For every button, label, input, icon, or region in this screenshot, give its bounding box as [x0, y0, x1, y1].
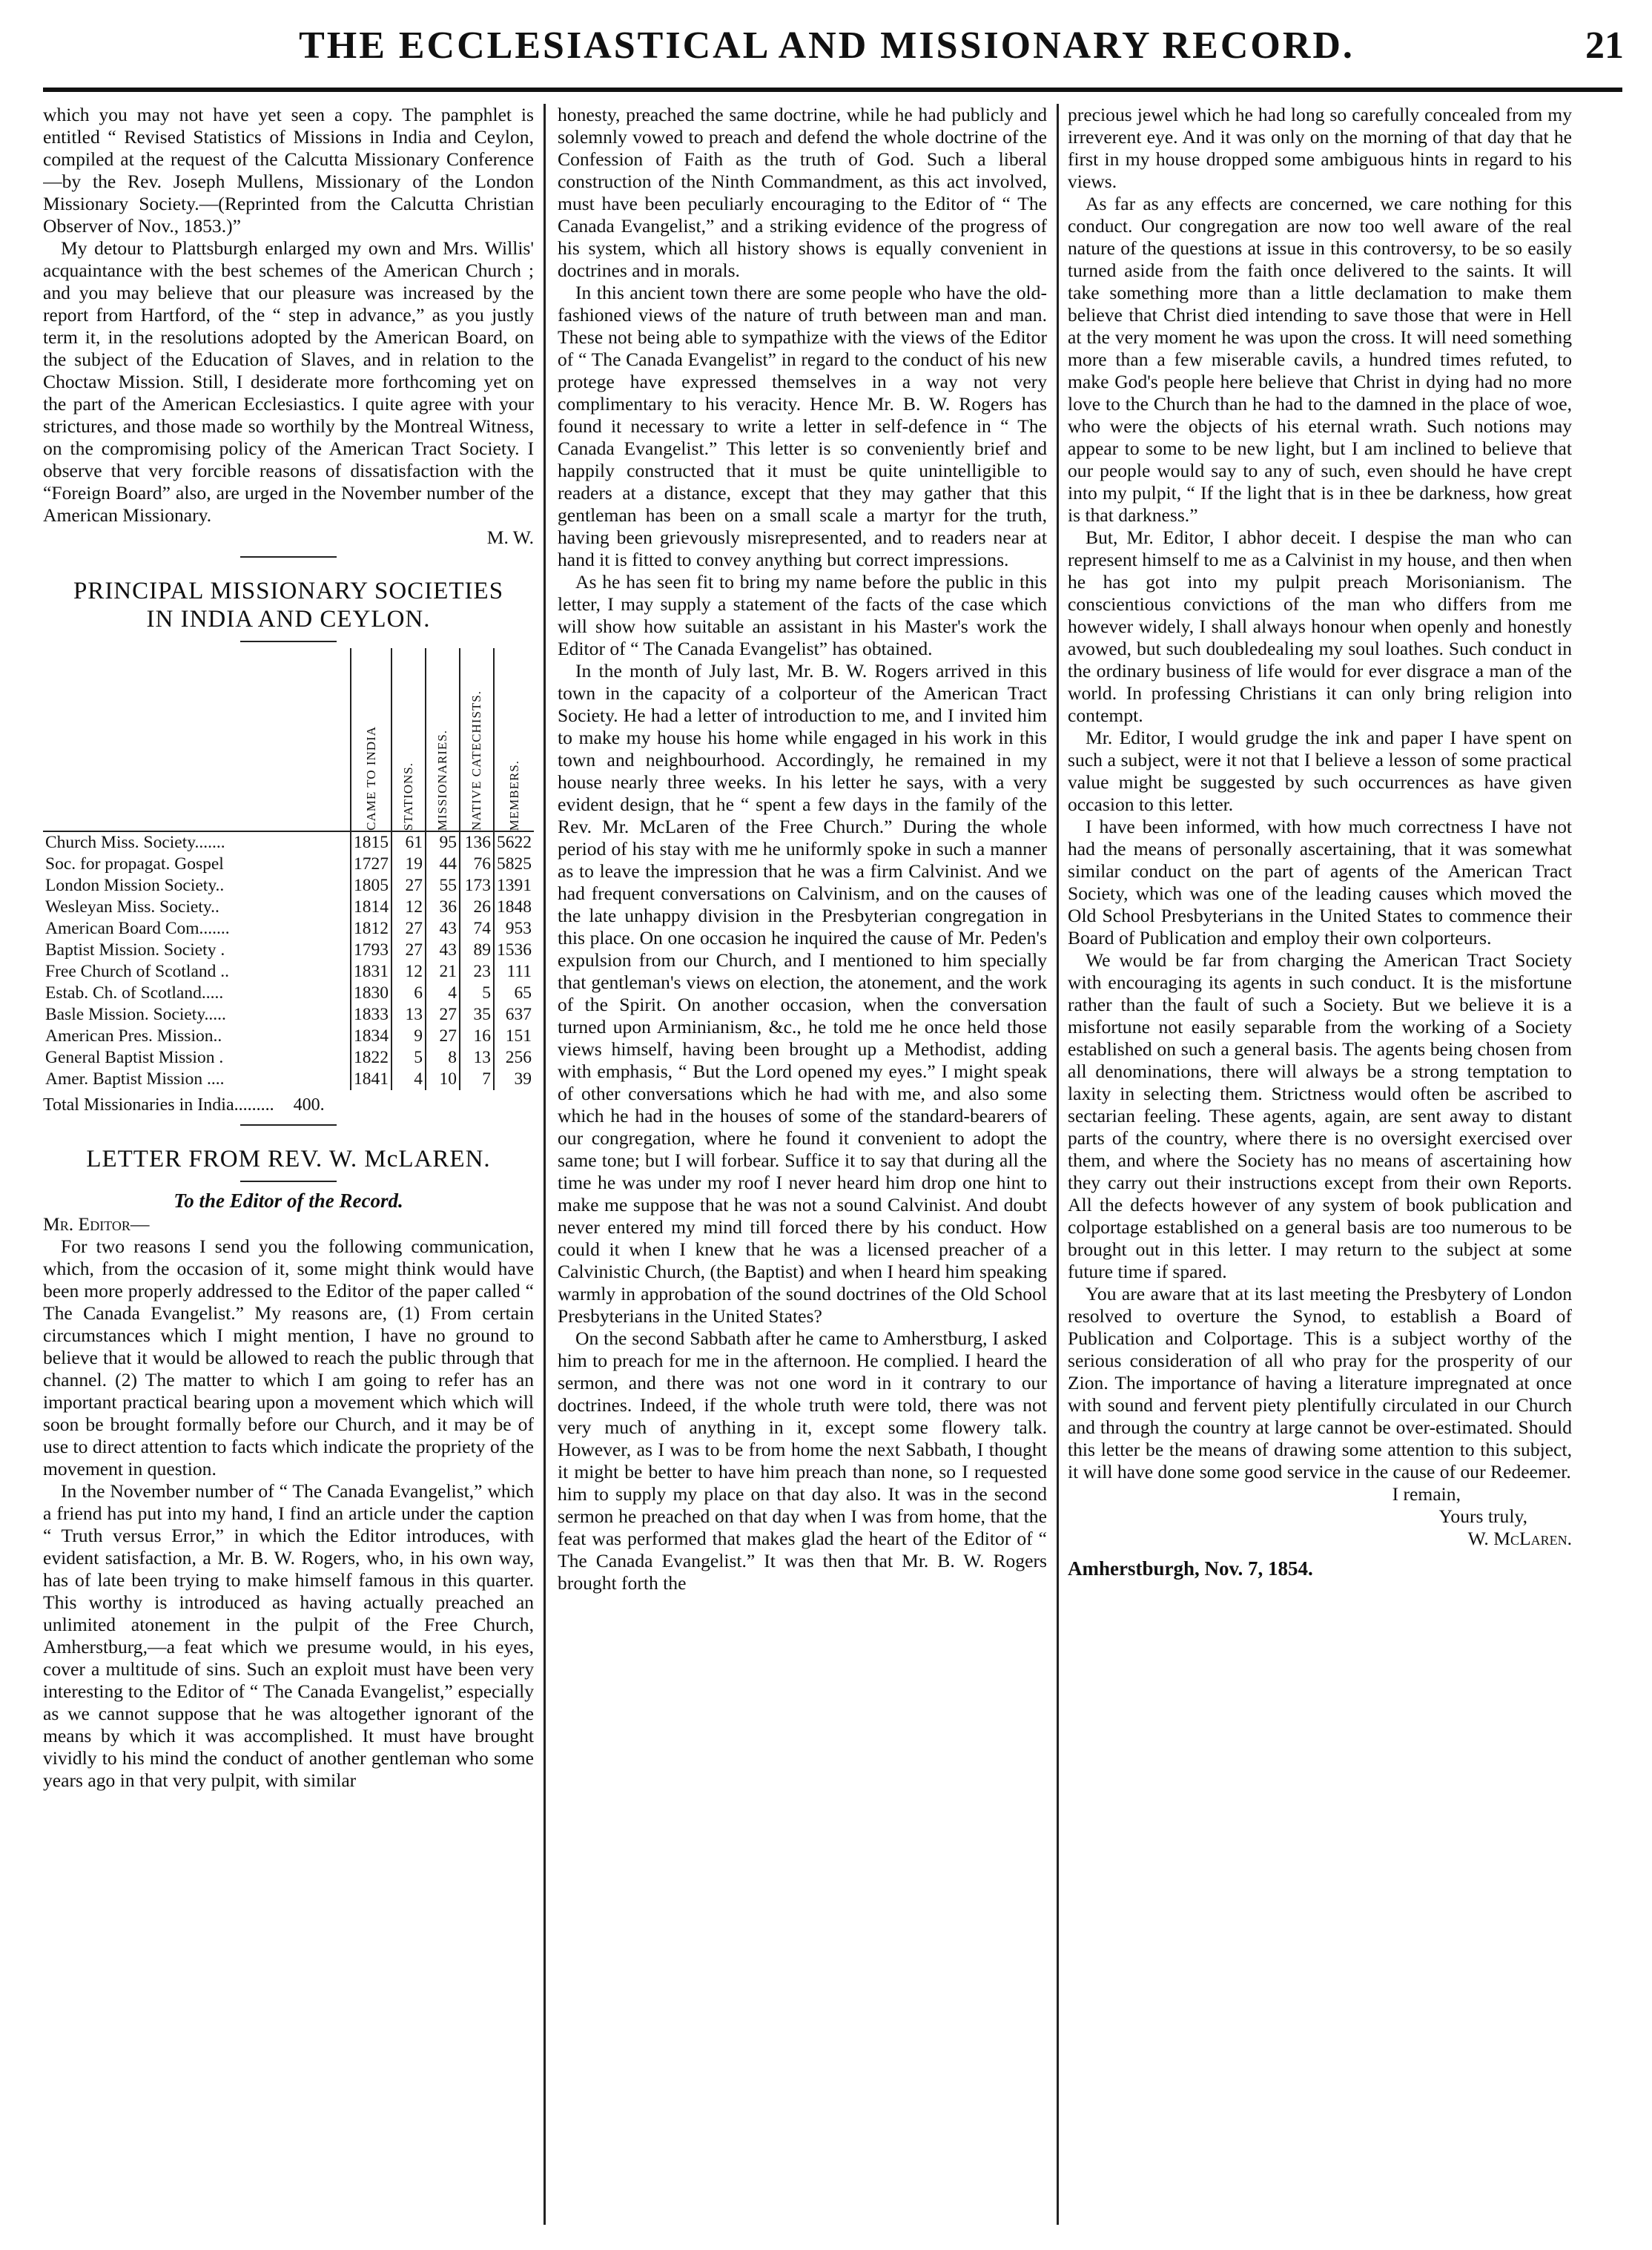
- cell-catechists: 13: [460, 1047, 494, 1069]
- society-name: Wesleyan Miss. Society..: [45, 897, 219, 917]
- cell-missionaries: 21: [426, 961, 460, 983]
- cell-members: 1848: [494, 897, 534, 918]
- cell-catechists: 16: [460, 1026, 494, 1047]
- paragraph: We would be far from charging the American Tract Society with encouraging its agents in such conduct. It is the misfortune rather than the fault of such a Society. But we believe it is a misfortune not easily separable from the working of a Society established on such a general basis. The agents being chosen from all denominations, there will always be a strong temptation to laxity in selecting them. Strictness would often be ascribed to sectarian feeling. These agents, again, are sent away to distant parts of the country, where there is no oversight exercised over them, and where the Society has no means of ascertaining how they carry out their instructions except from their own Reports. All the defects however of any system of book publication and colportage established on a general basis are too numerous to be brought out in this letter. I may return to the subject at some future time if spared.: [1068, 949, 1572, 1282]
- table-header: CAME TO INDIA: [351, 648, 391, 831]
- cell-members: 151: [494, 1026, 534, 1047]
- salutation: Mr. Editor—: [43, 1213, 150, 1235]
- table-row: [43, 1026, 534, 1047]
- cell-members: 5825: [494, 854, 534, 875]
- paragraph: For two reasons I send you the following communication, which, from the occasion of it, some might think would have been more properly addressed to the Editor of the paper called “ The Canada Evangelist.” My reasons are, (1) From certain circumstances which I might mention, I have no ground to believe that it would be allowed to reach the public through that channel. (2) The matter to which I am going to refer has an important practical bearing upon a movement which which will soon be brought formally before our Church, and it may be of use to direct attention to facts which indicate the propriety of the movement in question.: [43, 1235, 534, 1479]
- signature: W. McLaren.: [1467, 1528, 1572, 1549]
- column-2: [558, 104, 1047, 2225]
- society-name: Free Church of Scotland ..: [45, 962, 230, 981]
- section-divider: [240, 556, 337, 558]
- cell-catechists: 74: [460, 918, 494, 940]
- total-value: 400.: [293, 1095, 325, 1115]
- table-row: [43, 1069, 534, 1090]
- column-divider: [543, 104, 546, 2225]
- cell-members: 256: [494, 1047, 534, 1069]
- total-label: Total Missionaries in India.........: [43, 1095, 274, 1115]
- cell-members: 5622: [494, 831, 534, 854]
- cell-missionaries: 43: [426, 940, 460, 961]
- society-name: London Mission Society..: [45, 876, 225, 895]
- cell-stations: 12: [391, 897, 426, 918]
- cell-catechists: 26: [460, 897, 494, 918]
- table-row: [43, 940, 534, 961]
- paragraph: which you may not have yet seen a copy. The pamphlet is entitled “ Revised Statistics of Missions in India and Ceylon, compiled at the request of the Calcutta Missionary Conference—by the Rev. Joseph Mullens, Missionary of the London Missionary Society.—(Reprinted from the Calcutta Christian Observer of Nov., 1853.)”: [43, 104, 534, 237]
- table-row: [43, 897, 534, 918]
- table-row: [43, 1047, 534, 1069]
- closing: I remain,: [1392, 1483, 1461, 1505]
- signature-initials: M. W.: [486, 527, 534, 548]
- table-row: [43, 831, 534, 854]
- cell-catechists: 5: [460, 983, 494, 1004]
- cell-catechists: 173: [460, 875, 494, 897]
- cell-came: 1805: [351, 875, 391, 897]
- cell-members: 637: [494, 1004, 534, 1026]
- table-row: [43, 854, 534, 875]
- cell-missionaries: 10: [426, 1069, 460, 1090]
- cell-members: 65: [494, 983, 534, 1004]
- society-name: Amer. Baptist Mission ....: [45, 1069, 225, 1089]
- journal-title: THE ECCLESIASTICAL AND MISSIONARY RECORD.: [299, 24, 1355, 67]
- table-row: [43, 875, 534, 897]
- table-row: [43, 1004, 534, 1026]
- header-rule: [43, 88, 1622, 92]
- cell-missionaries: 8: [426, 1047, 460, 1069]
- cell-came: 1841: [351, 1069, 391, 1090]
- page-number: 21: [1585, 24, 1624, 67]
- cell-catechists: 23: [460, 961, 494, 983]
- cell-came: 1833: [351, 1004, 391, 1026]
- cell-came: 1834: [351, 1026, 391, 1047]
- table-title: [43, 577, 534, 633]
- society-name: Soc. for propagat. Gospel: [45, 854, 224, 874]
- paragraph: You are aware that at its last meeting the Presbytery of London resolved to overture the Synod, to establish a Board of Publication and Colportage. This is a subject worthy of the serious consideration of all who pray for the prosperity of our Zion. The importance of having a literature impregnated at once with sound and fervent piety plentifully circulated in our Church and through the country at large cannot be over-estimated. Should this letter be the means of drawing some attention to this subject, it will have done some good service in the cause of our Redeemer.: [1068, 1283, 1572, 1482]
- table-header: MEMBERS.: [494, 648, 534, 831]
- cell-members: 1391: [494, 875, 534, 897]
- table-header-society: [43, 648, 351, 831]
- cell-came: 1815: [351, 831, 391, 854]
- cell-members: 111: [494, 961, 534, 983]
- paragraph: In this ancient town there are some people who have the old-fashioned views of the nature of truth between man and man. These not being able to sympathize with the views of the Editor of “ The Canada Evangelist” in regard to the conduct of his new protege have expressed themselves in a way not very complimentary to his veracity. Hence Mr. B. W. Rogers has found it necessary to write a letter in self-defence in “ The Canada Evangelist.” This letter is so conveniently brief and happily constructed that it must be quite unintelligible to readers at a distance, except that they may gather that this gentleman has been on a small scale a martyr for the truth, having been grievously misrepresented, and to readers near at hand it is fitted to convey anything but correct impressions.: [558, 282, 1047, 570]
- paragraph: My detour to Plattsburgh enlarged my own and Mrs. Willis' acquaintance with the best schemes of the American Church ; and you may believe that our pleasure was increased by the report from Hartford, of the “ step in advance,” as you justly term it, in the resolutions adopted by the American Board, on the subject of the Education of Slaves, and in relation to the Choctaw Mission. Still, I desiderate more forthcoming yet on the part of the American Ecclesiastics. I quite agree with your strictures, and those made so worthily by the Montreal Witness, on the compromising policy of the American Tract Society. I observe that very forcible reasons of dissatisfaction with the “Foreign Board” also, are urged in the November number of the American Missionary.: [43, 237, 534, 526]
- column-1: [43, 104, 534, 2225]
- society-name: Estab. Ch. of Scotland.....: [45, 983, 224, 1003]
- column-divider: [1057, 104, 1059, 2225]
- cell-stations: 27: [391, 918, 426, 940]
- cell-missionaries: 95: [426, 831, 460, 854]
- cell-came: 1793: [351, 940, 391, 961]
- cell-members: 39: [494, 1069, 534, 1090]
- cell-stations: 4: [391, 1069, 426, 1090]
- cell-catechists: 136: [460, 831, 494, 854]
- cell-stations: 27: [391, 875, 426, 897]
- paragraph: But, Mr. Editor, I abhor deceit. I despise the man who can represent himself to me as a Calvinist in my house, and then when he has got into my pulpit preach Morisonianism. The conscientious convictions of the man who differs from me however widely, I shall always honour when openly and honestly avowed, but such doubledealing my soul loathes. Such conduct in the ordinary business of life would for ever disgrace a man of the world. In professing Christians it can only bring religion into contempt.: [1068, 527, 1572, 726]
- page-header: [30, 24, 1624, 68]
- society-name: American Board Com.......: [45, 919, 230, 938]
- section-divider: [240, 1124, 337, 1126]
- cell-came: 1831: [351, 961, 391, 983]
- table-row: [43, 961, 534, 983]
- cell-stations: 61: [391, 831, 426, 854]
- paragraph: In the month of July last, Mr. B. W. Rogers arrived in this town in the capacity of a colporteur of the American Tract Society. He had a letter of introduction to me, and I invited him to make my house his home while engaged in his work in this town and neighbourhood. Accordingly, he remained in my house nearly three weeks. In his letter he says, with a very evident design, that he “ spent a few days in the family of the Rev. Mr. McLaren of the Free Church.” During the whole period of his stay with me he uniformly spoke in such a manner as to leave the impression that he was a firm Calvinist. And we had frequent conversations on Calvinism, and on the causes of the late unhappy division in the Presbyterian congregation in this place. On one occasion he inquired the cause of Mr. Peden's expulsion from our Church, and I mentioned to him specially that gentleman's views on election, the atonement, and the work of the Spirit. On another occasion, when the conversation turned upon Arminianism, &c., he told me he once held those views himself, having been brought up a Methodist, adding with emphasis, “ But the Lord opened my eyes.” I might speak of other conversations which he had with me, and also some which he had in the houses of some of the standard-bearers of our congregation, where he found it convenient to adopt the same tone; but I will forbear. Suffice it to say that during all the time he was under my roof I never heard him drop one hint to make me suppose that he was not a sound Calvinist. And doubt never entered my mind till forced there by his conduct. How could it when I knew that he was a licensed preacher of a Calvinistic Church, (the Baptist) and when I heard him speaking warmly in approbation of the sound doctrines of the Old School Presbyterians in the United States?: [558, 660, 1047, 1327]
- society-name: General Baptist Mission .: [45, 1048, 224, 1067]
- table-title-line: PRINCIPAL MISSIONARY SOCIETIES: [73, 578, 504, 604]
- cell-came: 1822: [351, 1047, 391, 1069]
- column-3: [1068, 104, 1572, 2225]
- table-row: [43, 983, 534, 1004]
- missionary-societies-table: [43, 648, 534, 1090]
- closing: Yours truly,: [1438, 1505, 1527, 1527]
- letter-title: LETTER FROM REV. W. McLAREN.: [86, 1146, 491, 1172]
- cell-stations: 12: [391, 961, 426, 983]
- table-title-line: IN INDIA AND CEYLON.: [146, 606, 431, 633]
- paragraph: I have been informed, with how much correctness I have not had the means of personally ascertaining, that it was somewhat similar conduct on the part of agents of the American Tract Society, which was one of the leading causes which moved the Old School Presbyterians in the United States to commence their Board of Publication and employ their own colporteurs.: [1068, 816, 1572, 949]
- cell-missionaries: 27: [426, 1004, 460, 1026]
- paragraph: As far as any effects are concerned, we care nothing for this conduct. Our congregation are now too well aware of the real nature of the questions at issue in this controversy, to be so easily turned aside from the faith once delivered to the saints. It will take something more than a little declamation to make them believe that Christ died intending to save those that were in Hell at the very moment he was upon the cross. It will need something more than a few miserable cavils, a hundred times refuted, to make God's people here believe that Christ in dying had no more love to the Church than he had to the damned in the place of woe, who were the objects of his eternal wrath. Such notions may appear to some to be new light, but I am inclined to believe that our people would say to any of such, even should he have crept into my pulpit, “ If the light that is in thee be darkness, how great is that darkness.”: [1068, 193, 1572, 526]
- table-header-row: [43, 648, 534, 831]
- cell-catechists: 7: [460, 1069, 494, 1090]
- paragraph: As he has seen fit to bring my name before the public in this letter, I may supply a statement of the facts of the case which will show how suitable an assistant in his Master's work the Editor of “ The Canada Evangelist” has obtained.: [558, 571, 1047, 659]
- paragraph: precious jewel which he had long so carefully concealed from my irreverent eye. And it was only on the morning of that day that he first in my house dropped some ambiguous hints in regard to his views.: [1068, 104, 1572, 192]
- cell-came: 1830: [351, 983, 391, 1004]
- paragraph: In the November number of “ The Canada Evangelist,” which a friend has put into my hand, I find an article under the caption “ Truth versus Error,” in which the Editor introduces, with evident satisfaction, a Mr. B. W. Rogers, who, in his own way, has of late been trying to make himself famous in this quarter. This worthy is introduced as having actually preached an unlimited atonement in the pulpit of the Free Church, Amherstburg,—a feat which we presume would, in his eyes, cover a multitude of sins. Such an exploit must have been very interesting to the Editor of “ The Canada Evangelist,” especially as we cannot suppose that he was altogether ignorant of the means by which it was accomplished. It must have brought vividly to his mind the conduct of another gentleman who some years ago in that very pulpit, with similar: [43, 1480, 534, 1791]
- cell-came: 1812: [351, 918, 391, 940]
- table-row: [43, 918, 534, 940]
- cell-members: 953: [494, 918, 534, 940]
- table-header: NATIVE CATECHISTS.: [460, 648, 494, 831]
- letter-address: To the Editor of the Record.: [174, 1190, 403, 1212]
- cell-stations: 13: [391, 1004, 426, 1026]
- cell-missionaries: 4: [426, 983, 460, 1004]
- cell-stations: 9: [391, 1026, 426, 1047]
- cell-came: 1727: [351, 854, 391, 875]
- cell-members: 1536: [494, 940, 534, 961]
- section-divider: [240, 1181, 337, 1182]
- table-total: [43, 1093, 534, 1117]
- dateline: Amherstburgh, Nov. 7, 1854.: [1068, 1557, 1313, 1580]
- cell-missionaries: 55: [426, 875, 460, 897]
- cell-stations: 6: [391, 983, 426, 1004]
- section-divider: [240, 641, 337, 642]
- cell-missionaries: 44: [426, 854, 460, 875]
- society-name: Baptist Mission. Society .: [45, 940, 225, 960]
- cell-missionaries: 36: [426, 897, 460, 918]
- cell-came: 1814: [351, 897, 391, 918]
- paragraph: On the second Sabbath after he came to Amherstburg, I asked him to preach for me in the afternoon. He complied. I heard the sermon, and there was not one word in it contrary to our doctrines. Indeed, if the whole truth were told, there was not very much of anything in it, except some flowery talk. However, as I was to be from home the next Sabbath, I thought it might be better to have him preach than none, so I requested him to supply my place on that day also. It was in the second sermon he preached on that day when I was from home, that the feat was performed that makes glad the heart of the Editor of “ The Canada Evangelist.” It was then that Mr. B. W. Rogers brought forth the: [558, 1327, 1047, 1594]
- cell-catechists: 89: [460, 940, 494, 961]
- cell-missionaries: 43: [426, 918, 460, 940]
- table-header: STATIONS.: [391, 648, 426, 831]
- cell-stations: 19: [391, 854, 426, 875]
- cell-missionaries: 27: [426, 1026, 460, 1047]
- cell-stations: 5: [391, 1047, 426, 1069]
- paragraph: honesty, preached the same doctrine, while he had publicly and solemnly vowed to preach and defend the whole doctrine of the Confession of Faith as the truth of God. Such a liberal construction of the Ninth Commandment, as this act involved, must have been peculiarly encouraging to the Editor of “ The Canada Evangelist,” and a striking evidence of the progress of his system, which all history shows is equally convenient in doctrines and in morals.: [558, 104, 1047, 281]
- table-header: MISSIONARIES.: [426, 648, 460, 831]
- society-name: Basle Mission. Society.....: [45, 1005, 226, 1024]
- society-name: American Pres. Mission..: [45, 1026, 222, 1046]
- paragraph: Mr. Editor, I would grudge the ink and paper I have spent on such a subject, were it not that I believe a lesson of some practical value might be suggested by such occurrences as have given occasion to this letter.: [1068, 727, 1572, 815]
- society-name: Church Miss. Society.......: [45, 833, 225, 852]
- cell-catechists: 35: [460, 1004, 494, 1026]
- cell-stations: 27: [391, 940, 426, 961]
- cell-catechists: 76: [460, 854, 494, 875]
